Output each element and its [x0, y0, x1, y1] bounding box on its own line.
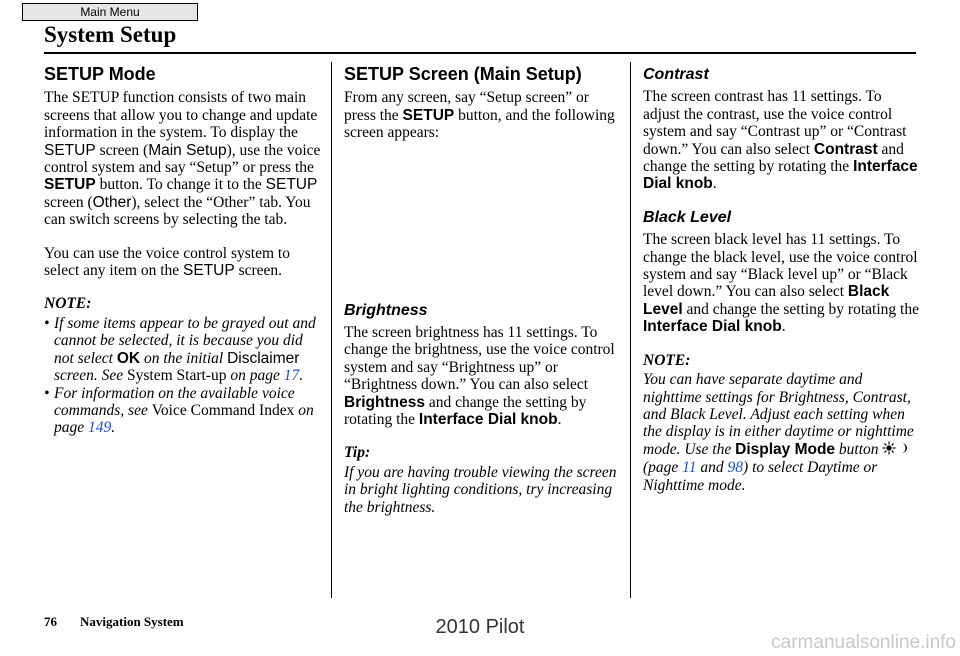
- sun-moon-icon: [882, 441, 910, 459]
- heading-setup-screen: SETUP Screen (Main Setup): [344, 64, 582, 84]
- heading-setup-mode: SETUP Mode: [44, 64, 156, 84]
- note-display-mode: You can have separate daytime and nighttime settings for Brightness, Contrast, and Black Level. Adjust each setting when the display is in either daytime or nighttime mode. Use the Display Mode button (page 11 and 98) to select Daytime or Nighttime mode.: [643, 371, 914, 494]
- column-divider-1: [331, 62, 332, 598]
- heading-brightness: Brightness: [344, 301, 428, 319]
- column-setup-mode: [44, 62, 322, 437]
- heading-contrast: Contrast: [643, 66, 709, 83]
- tip-label: Tip:: [344, 444, 371, 462]
- page-title: System Setup: [44, 22, 177, 47]
- link-page-11[interactable]: 11: [682, 459, 697, 477]
- watermark-site: carmanualsonline.info: [771, 632, 956, 653]
- heading-black-level: Black Level: [643, 208, 732, 226]
- link-page-17[interactable]: 17: [283, 367, 300, 385]
- tip-text: If you are having trouble viewing the screen in bright lighting conditions, try increasing the brightness.: [344, 463, 617, 516]
- link-page-149[interactable]: 149: [88, 419, 112, 437]
- watermark-model: 2010 Pilot: [435, 616, 525, 638]
- note-item-grayed-out: • If some items appear to be grayed out and cannot be selected, it is because you did not select OK on the initial Disclaimer screen. See System Start-up on page 17.: [44, 315, 322, 385]
- note-label-display: NOTE:: [643, 351, 691, 369]
- ref-system-startup[interactable]: System Start-up: [127, 367, 227, 385]
- ref-voice-command-index[interactable]: Voice Command Index: [151, 401, 295, 419]
- note-item-voice-commands: • For information on the available voice commands, see Voice Command Index on page 149.: [44, 385, 322, 437]
- link-page-98[interactable]: 98: [727, 459, 744, 477]
- paragraph-black-level: The screen black level has 11 settings. To change the black level, use the voice control system and say “Black level up” or “Black level down.” You can also select Black Level and change the setting by rotating the Interface Dial knob.: [643, 231, 919, 336]
- column-setup-screen: [344, 62, 622, 532]
- main-menu-button[interactable]: Main Menu: [22, 3, 198, 21]
- paragraph-setup-intro: The SETUP function consists of two main screens that allow you to change and update information in the system. To display the SETUP screen (Main Setup), use the voice control system and say “Setup” or press the SETUP button. To change it to the SETUP screen (Other), select the “Other” tab. You can switch screens by selecting the tab.: [44, 89, 321, 229]
- paragraph-voice-select: You can use the voice control system to select any item on the SETUP screen.: [44, 244, 290, 280]
- note-list: [44, 315, 322, 437]
- paragraph-brightness: The screen brightness has 11 settings. To change the brightness, use the voice control system and say “Brightness up” or “Brightness down.” You can also select Brightness and change the setting by rotating the Interface Dial knob.: [344, 324, 615, 429]
- column-contrast-black: [643, 62, 921, 510]
- screen-image-placeholder: [344, 158, 622, 298]
- paragraph-contrast: The screen contrast has 11 settings. To adjust the contrast, use the voice control system and say “Contrast up” or “Contrast down.” You can also select Contrast and change the setting by rotating the Interface Dial knob.: [643, 88, 918, 193]
- column-divider-2: [630, 62, 631, 598]
- page-number: 76: [44, 614, 57, 629]
- title-rule: [44, 52, 916, 54]
- paragraph-setup-screen: From any screen, say “Setup screen” or press the SETUP button, and the following screen appears:: [344, 89, 615, 142]
- footer-label: Navigation System: [80, 614, 184, 629]
- note-label: NOTE:: [44, 295, 92, 313]
